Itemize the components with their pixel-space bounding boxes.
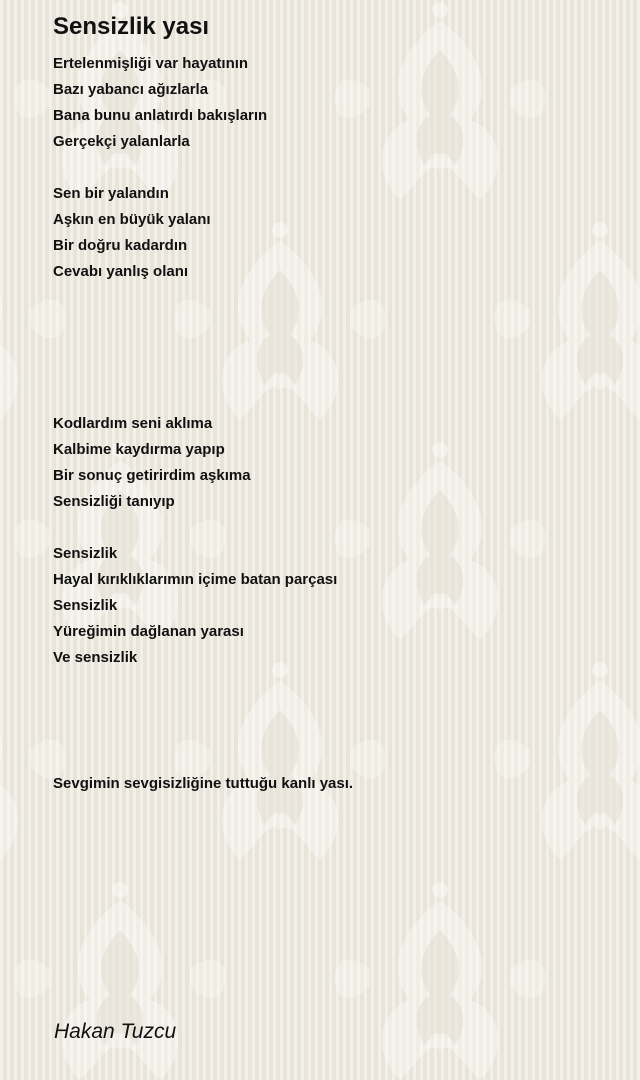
poem-line: Hayal kırıklıklarımın içime batan parçası xyxy=(53,571,338,588)
poem-line: Bana bunu anlatırdı bakışların xyxy=(53,107,268,124)
poem-line: Sensizlik xyxy=(53,597,118,614)
poem-line: Sensizlik xyxy=(53,545,118,562)
poem-line: Aşkın en büyük yalanı xyxy=(53,211,211,228)
poem-line: Yüreğimin dağlanan yarası xyxy=(53,623,244,640)
poem-line: Ve sensizlik xyxy=(53,649,138,666)
stanza-4 xyxy=(53,541,337,671)
poem-line: Ertelenmişliği var hayatının xyxy=(53,55,249,72)
poem-line: Sen bir yalandın xyxy=(53,185,169,202)
stanza-3 xyxy=(53,411,251,515)
poem-line: Cevabı yanlış olanı xyxy=(53,263,189,280)
poem-line: Bir sonuç getirirdim aşkıma xyxy=(53,467,251,484)
poem-line: Bazı yabancı ağızlarla xyxy=(53,81,209,98)
poem-line: Bir doğru kadardın xyxy=(53,237,188,254)
stanza-2 xyxy=(53,181,211,285)
poem-author: Hakan Tuzcu xyxy=(54,1020,177,1043)
poem-line: Kalbime kaydırma yapıp xyxy=(53,441,225,458)
poem-title: Sensizlik yası xyxy=(53,13,210,40)
poem-line: Sevgimin sevgisizliğine tuttuğu kanlı yası. xyxy=(53,775,354,792)
poem-line: Kodlardım seni aklıma xyxy=(53,415,213,432)
poem-line: Sensizliği tanıyıp xyxy=(53,493,175,510)
poem-line: Gerçekçi yalanlarla xyxy=(53,133,190,150)
stanza-1 xyxy=(53,51,267,155)
stanza-5 xyxy=(53,771,353,797)
